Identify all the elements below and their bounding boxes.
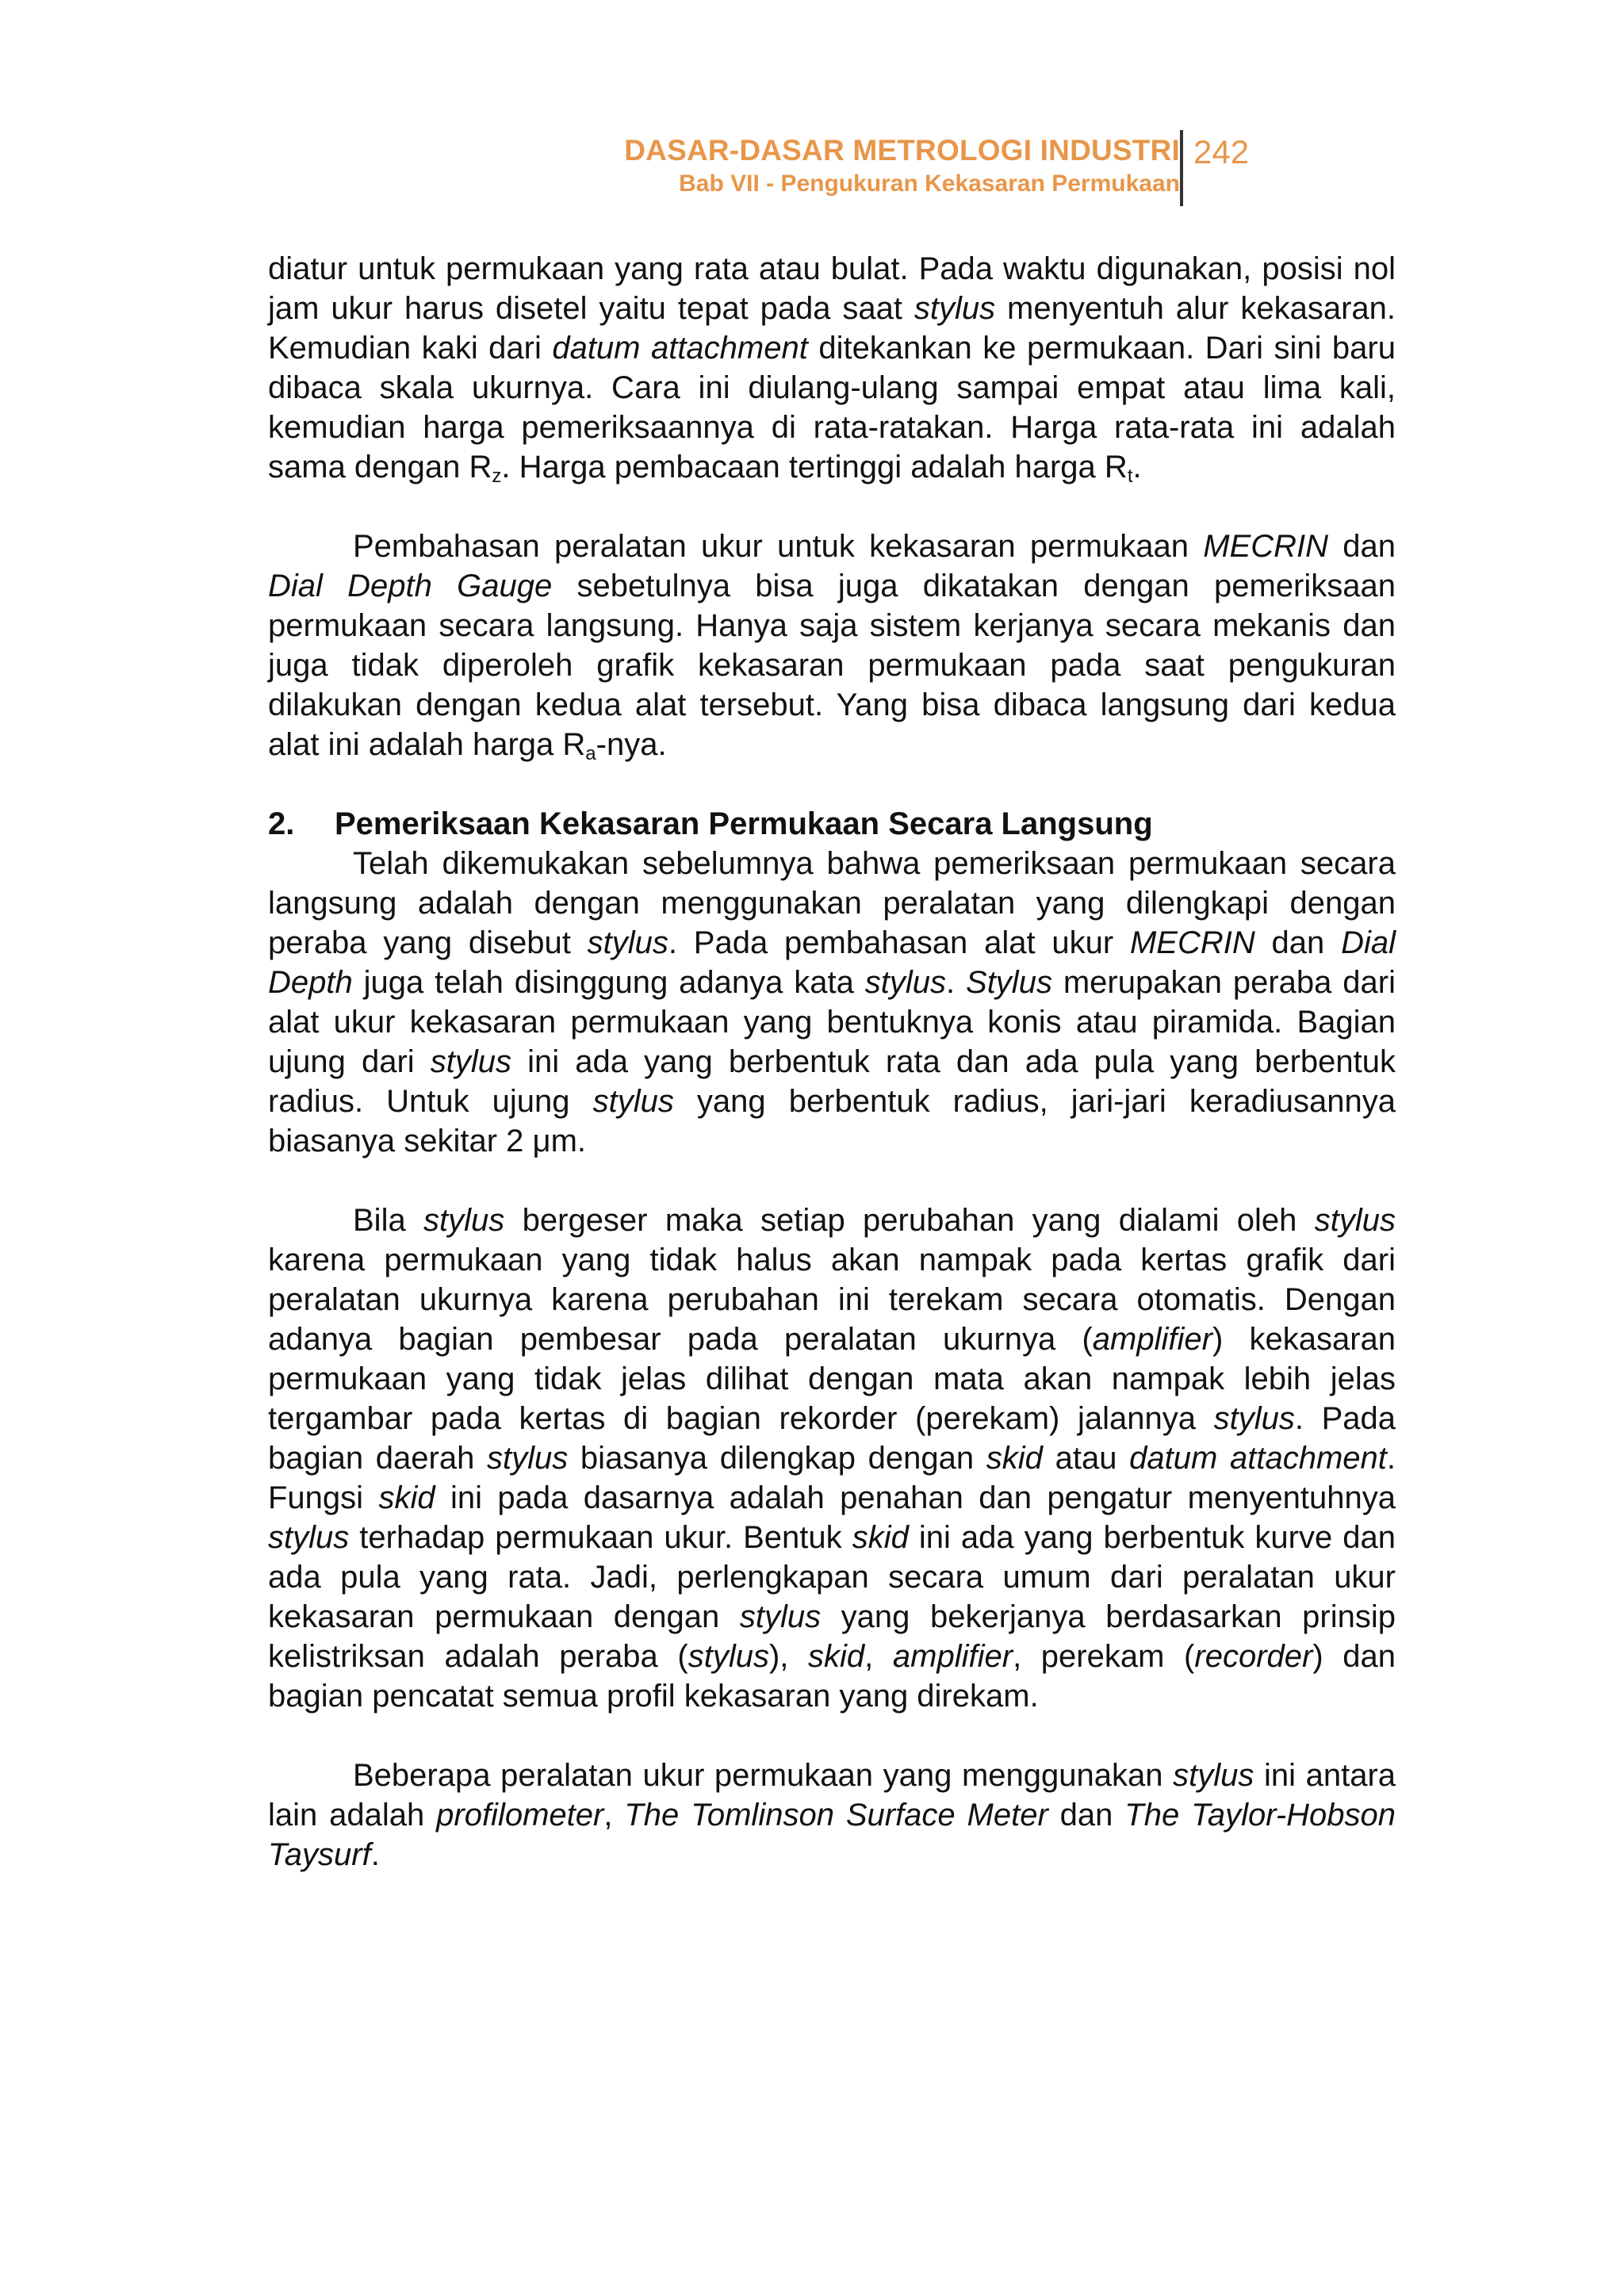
italic-term: stylus [268,1520,350,1555]
italic-term: recorder [1194,1639,1313,1674]
text-span: Pembahasan peralatan ukur untuk kekasaran permukaan [353,529,1204,564]
italic-term: stylus [914,291,996,326]
subscript: t [1127,465,1133,487]
text-span: ini ada yang berbentuk rata dan ada pula yang berbentuk radius. Untuk ujung [268,1044,1396,1119]
text-span: dan [1328,529,1396,564]
text-span: . Pada pembahasan alat ukur [668,925,1130,960]
italic-term: profilometer [436,1798,604,1833]
italic-term: The Tomlinson Surface Meter [624,1798,1048,1833]
text-span: Beberapa peralatan ukur permukaan yang menggunakan [353,1758,1174,1793]
italic-term: stylus [1314,1203,1396,1238]
italic-term: MECRIN [1129,925,1255,960]
italic-term: amplifier [1092,1322,1212,1357]
text-span: ini pada dasarnya adalah penahan dan pengatur menyentuhnya [435,1480,1396,1515]
italic-term: stylus [864,965,947,1000]
italic-term: MECRIN [1203,529,1329,564]
paragraph-gap [268,487,1396,527]
subscript: a [585,743,596,764]
text-span: menyentuh alur kekasaran. Kemudian kaki dari [268,291,1396,366]
header-titles [624,133,1180,200]
text-span: Bila [353,1203,424,1238]
italic-term: amplifier [892,1639,1013,1674]
italic-term: stylus [1173,1758,1254,1793]
italic-term: stylus [423,1203,505,1238]
section-heading [268,804,1396,844]
italic-term: stylus [739,1599,822,1634]
italic-term: stylus [430,1044,512,1079]
text-span: sebetulnya bisa juga dikatakan dengan pemeriksaan permukaan secara langsung. Hanya saja sistem kerjanya secara mekanis dan juga tidak diperoleh grafik kekasaran permukaan pada saat pengukuran dilakukan dengan kedua alat tersebut. Yang bisa dibaca langsung dari kedua alat ini adalah harga R [268,569,1396,762]
italic-term: stylus [587,925,668,960]
text-span: terhadap permukaan ukur. Bentuk [349,1520,852,1555]
paragraph-1 [268,249,1396,487]
header-divider [1180,130,1183,206]
italic-term: datum attachment [1129,1441,1387,1476]
text-span: ini antara lain adalah [268,1758,1396,1833]
page-header [396,127,1300,206]
text-span: juga telah disinggung adanya kata [352,965,865,1000]
italic-term: skid [852,1520,909,1555]
text-span: , [603,1798,625,1833]
text-span: . [946,965,967,1000]
text-span: dan [1048,1798,1125,1833]
paragraph-3 [268,844,1396,1161]
text-span: . Harga pembacaan tertinggi adalah harga R [501,450,1128,484]
text-span: ini ada yang berbentuk kurve dan ada pula yang rata. Jadi, perlengkapan secara umum dari peralatan ukur kekasaran permukaan dengan [268,1520,1396,1634]
paragraph-gap [268,1716,1396,1756]
text-span: , perekam ( [1013,1639,1195,1674]
italic-term: stylus [688,1639,769,1674]
page-number: 242 [1193,133,1250,170]
text-span: ) kekasaran permukaan yang tidak jelas dilihat dengan mata akan nampak lebih jelas tergambar pada kertas di bagian rekorder (perekam) jalannya [268,1322,1396,1436]
paragraph-2 [268,527,1396,764]
text-span: . Fungsi [268,1441,1396,1515]
text-span: merupakan peraba dari alat ukur kekasaran permukaan yang bentuknya konis atau piramida. Bagian ujung dari [268,965,1396,1079]
text-span: . [370,1837,380,1872]
text-span: Telah dikemukakan sebelumnya bahwa pemeriksaan permukaan secara langsung adalah dengan menggunakan peralatan yang dilengkapi dengan peraba yang disebut [268,846,1396,960]
italic-term: skid [986,1441,1043,1476]
section-number: 2. [268,806,295,841]
text-span: diatur untuk permukaan yang rata atau bulat. Pada waktu digunakan, posisi nol jam ukur harus disetel yaitu tepat pada saat [268,251,1396,326]
italic-term: stylus [487,1441,569,1476]
paragraph-gap [268,764,1396,804]
text-span: yang berbentuk radius, jari-jari keradiusannya biasanya sekitar 2 μm. [268,1084,1396,1158]
italic-term: skid [808,1639,865,1674]
text-span: ), [768,1639,809,1674]
book-title: DASAR-DASAR METROLOGI INDUSTRI [624,134,1180,167]
italic-term: Stylus [966,965,1052,1000]
italic-term: stylus [1213,1401,1295,1436]
text-span: bergeser maka setiap perubahan yang dialami oleh [504,1203,1315,1238]
paragraph-gap [268,1161,1396,1201]
paragraph-4 [268,1201,1396,1716]
text-span: biasanya dilengkap dengan [568,1441,986,1476]
italic-term: skid [378,1480,435,1515]
text-span: dan [1254,925,1342,960]
italic-term: datum attachment [552,331,808,366]
page-body [268,249,1396,1875]
text-span: ditekankan ke permukaan. Dari sini baru dibaca skala ukurnya. Cara ini diulang-ulang sampai empat atau lima kali, kemudian harga pemeriksaannya di rata-ratakan. Harga rata-rata ini adalah sama dengan R [268,331,1396,484]
italic-term: The Taylor-Hobson Taysurf [268,1798,1396,1872]
text-span: . [1132,450,1142,484]
italic-term: stylus [592,1084,674,1119]
chapter-title: Bab VII - Pengukuran Kekasaran Permukaan [679,170,1180,197]
text-span: atau [1042,1441,1130,1476]
text-span: ) dan bagian pencatat semua profil kekasaran yang direkam. [268,1639,1396,1714]
section-title: Pemeriksaan Kekasaran Permukaan Secara Langsung [335,806,1153,841]
text-span: . Pada bagian daerah [268,1401,1396,1476]
text-span: yang bekerjanya berdasarkan prinsip kelistriksan adalah peraba ( [268,1599,1396,1674]
text-span: -nya. [596,727,667,762]
italic-term: Dial Depth Gauge [268,569,553,603]
subscript: z [492,465,502,487]
italic-term: Dial Depth [268,925,1396,1000]
text-span: , [864,1639,893,1674]
paragraph-5 [268,1756,1396,1875]
text-span: karena permukaan yang tidak halus akan nampak pada kertas grafik dari peralatan ukurnya karena perubahan ini terekam secara otomatis. Dengan adanya bagian pembesar pada peralatan ukurnya ( [268,1243,1396,1357]
